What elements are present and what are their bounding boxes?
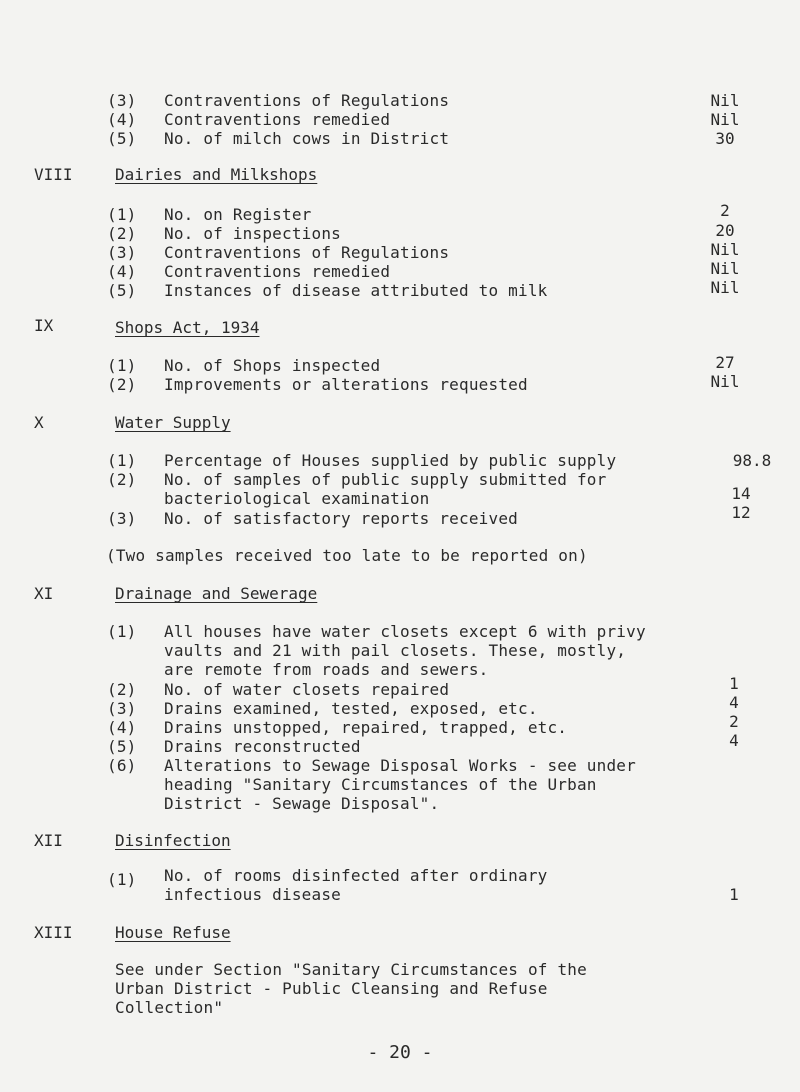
page-number: - 20 - xyxy=(367,1042,433,1063)
item-value: 12 xyxy=(731,503,751,522)
item-number: (6) xyxy=(107,756,137,775)
item-value: Nil xyxy=(710,240,740,259)
item-number: (1) xyxy=(107,622,137,641)
item-value: 98.8 xyxy=(732,451,772,470)
item-text: No. of rooms disinfected after ordinary xyxy=(164,866,548,885)
item-value: Nil xyxy=(710,372,740,391)
item-text: infectious disease xyxy=(164,885,341,904)
item-value: Nil xyxy=(710,110,740,129)
item-value: Nil xyxy=(710,91,740,110)
item-text: Drains unstopped, repaired, trapped, etc. xyxy=(164,718,568,737)
item-number: (4) xyxy=(107,110,137,129)
item-value: Nil xyxy=(710,278,740,297)
item-number: (5) xyxy=(107,281,137,300)
item-value: 30 xyxy=(715,129,735,148)
item-number: (3) xyxy=(107,699,137,718)
paragraph-line: Collection" xyxy=(115,998,224,1017)
item-text: heading "Sanitary Circumstances of the Urban xyxy=(164,775,597,794)
item-value: 2 xyxy=(729,712,739,731)
item-text: are remote from roads and sewers. xyxy=(164,660,489,679)
section-number: VIII xyxy=(34,165,73,184)
section-heading: Disinfection xyxy=(115,831,231,850)
section-note: (Two samples received too late to be reported on) xyxy=(106,546,588,565)
item-number: (1) xyxy=(107,870,137,889)
item-value: 14 xyxy=(731,484,751,503)
item-text: Improvements or alterations requested xyxy=(164,375,528,394)
item-text: No. of samples of public supply submitted for xyxy=(164,470,607,489)
item-text: No. of satisfactory reports received xyxy=(164,509,518,528)
section-number: XII xyxy=(34,831,63,850)
item-number: (4) xyxy=(107,262,137,281)
item-number: (2) xyxy=(107,224,137,243)
item-text: No. of water closets repaired xyxy=(164,680,450,699)
item-value: 1 xyxy=(729,674,739,693)
item-number: (1) xyxy=(107,205,137,224)
section-heading: Water Supply xyxy=(115,413,231,432)
item-number: (5) xyxy=(107,737,137,756)
item-text: No. on Register xyxy=(164,205,312,224)
item-text: Contraventions remedied xyxy=(164,110,391,129)
paragraph-line: Urban District - Public Cleansing and Refuse xyxy=(115,979,548,998)
item-value: Nil xyxy=(710,259,740,278)
item-number: (1) xyxy=(107,356,137,375)
item-text: bacteriological examination xyxy=(164,489,430,508)
item-number: (5) xyxy=(107,129,137,148)
item-text: Contraventions of Regulations xyxy=(164,91,450,110)
item-number: (3) xyxy=(107,243,137,262)
item-value: 27 xyxy=(715,353,735,372)
section-number: X xyxy=(34,413,44,432)
section-heading: Shops Act, 1934 xyxy=(115,318,260,337)
item-text: Contraventions remedied xyxy=(164,262,391,281)
item-text: No. of inspections xyxy=(164,224,341,243)
item-number: (4) xyxy=(107,718,137,737)
item-text: No. of Shops inspected xyxy=(164,356,381,375)
item-value: 4 xyxy=(729,731,739,750)
item-number: (2) xyxy=(107,470,137,489)
item-text: Contraventions of Regulations xyxy=(164,243,450,262)
item-value: 2 xyxy=(720,201,730,220)
item-value: 4 xyxy=(729,693,739,712)
item-number: (3) xyxy=(107,91,137,110)
item-value: 20 xyxy=(715,221,735,240)
item-number: (2) xyxy=(107,375,137,394)
item-text: Drains examined, tested, exposed, etc. xyxy=(164,699,538,718)
item-number: (1) xyxy=(107,451,137,470)
item-text: No. of milch cows in District xyxy=(164,129,450,148)
item-text: District - Sewage Disposal". xyxy=(164,794,440,813)
item-value: 1 xyxy=(729,885,739,904)
item-number: (3) xyxy=(107,509,137,528)
item-text: All houses have water closets except 6 with privy xyxy=(164,622,646,641)
section-number: XIII xyxy=(34,923,73,942)
section-number: XI xyxy=(34,584,54,603)
item-text: vaults and 21 with pail closets. These, mostly, xyxy=(164,641,627,660)
item-text: Alterations to Sewage Disposal Works - see under xyxy=(164,756,636,775)
section-number: IX xyxy=(34,316,54,335)
section-heading: House Refuse xyxy=(115,923,231,942)
paragraph-line: See under Section "Sanitary Circumstances of the xyxy=(115,960,587,979)
item-text: Drains reconstructed xyxy=(164,737,361,756)
section-heading: Dairies and Milkshops xyxy=(115,165,318,184)
section-heading: Drainage and Sewerage xyxy=(115,584,318,603)
item-text: Instances of disease attributed to milk xyxy=(164,281,548,300)
item-number: (2) xyxy=(107,680,137,699)
item-text: Percentage of Houses supplied by public supply xyxy=(164,451,617,470)
